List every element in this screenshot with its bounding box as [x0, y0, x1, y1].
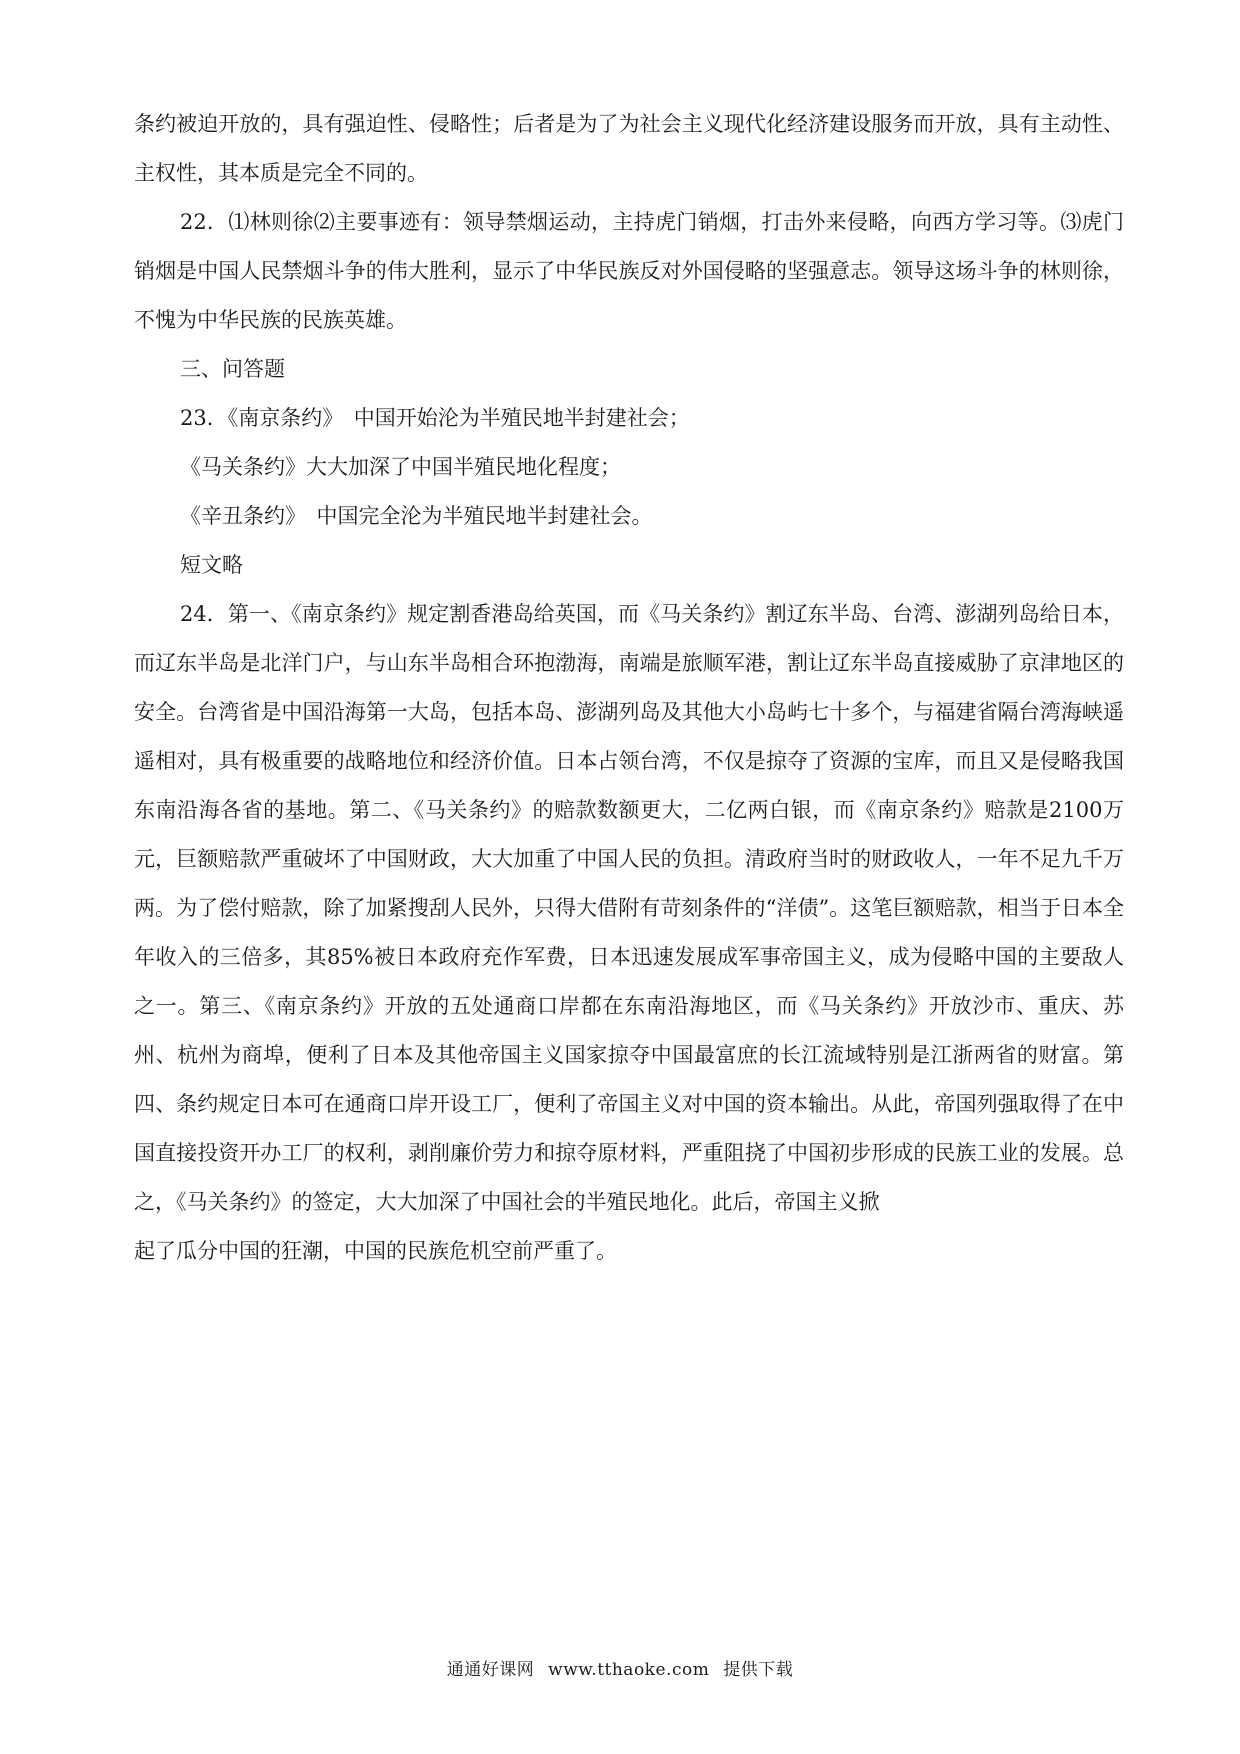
footer-url[interactable]: www.tthaoke.com — [548, 1660, 710, 1680]
page-footer — [0, 1655, 1240, 1680]
document-body — [134, 100, 1124, 1276]
answer-23-line-2: 《马关条约》大大加深了中国半殖民地化程度； — [180, 455, 621, 479]
answer-22: 22．⑴林则徐⑵主要事迹有：领导禁烟运动，主持虎门销烟，打击外来侵略，向西方学习等。⑶虎门销烟是中国人民禁烟斗争的伟大胜利，显示了中华民族反对外国侵略的坚强意志。领导这场斗争的林则徐，不愧为中华民族的民族英雄。 — [134, 210, 1124, 332]
footer-site-name: 通通好课网 — [446, 1660, 535, 1680]
short-essay-note: 短文略 — [180, 553, 243, 577]
footer-suffix: 提供下载 — [723, 1660, 794, 1680]
paragraph-treaty-comparison-end: 条约被迫开放的，具有强迫性、侵略性；后者是为了为社会主义现代化经济建设服务而开放，具有主动性、主权性，其本质是完全不同的。 — [134, 112, 1124, 185]
section-heading: 三、问答题 — [180, 357, 285, 381]
answer-24: 24．第一、《南京条约》规定割香港岛给英国，而《马关条约》割辽东半岛、台湾、澎湖列岛给日本，而辽东半岛是北洋门户，与山东半岛相合环抱渤海，南端是旅顺军港，割让辽东半岛直接威胁了京津地区的安全。台湾省是中国沿海第一大岛，包括本岛、澎湖列岛及其他大小岛屿七十多个，与福建省隔台湾海峡遥遥相对，具有极重要的战略地位和经济价值。日本占领台湾，不仅是掠夺了资源的宝库，而且又是侵略我国东南沿海各省的基地。第二、《马关条约》的赔款数额更大，二亿两白银，而《南京条约》赔款是2100万元，巨额赔款严重破坏了中国财政，大大加重了中国人民的负担。清政府当时的财政收人，一年不足九千万两。为了偿付赔款，除了加紧搜刮人民外，只得大借附有苛刻条件的“洋债”。这笔巨额赔款，相当于日本全年收入的三倍多，其85%被日本政府充作军费，日本迅速发展成军事帝国主义，成为侵略中国的主要敌人之一。第三、《南京条约》开放的五处通商口岸都在东南沿海地区，而《马关条约》开放沙市、重庆、苏州、杭州为商埠，便利了日本及其他帝国主义国家掠夺中国最富庶的长江流域特别是江浙两省的财富。第四、条约规定日本可在通商口岸开设工厂，便利了帝国主义对中国的资本输出。从此，帝国列强取得了在中国直接投资开办工厂的权利，剥削廉价劳力和掠夺原材料，严重阻挠了中国初步形成的民族工业的发展。总之，《马关条约》的签定，大大加深了中国社会的半殖民地化。此后，帝国主义掀 — [134, 602, 1124, 1214]
answer-24-tail: 起了瓜分中国的狂潮，中国的民族危机空前严重了。 — [134, 1239, 617, 1263]
answer-23-line-3: 《辛丑条约》 中国完全沦为半殖民地半封建社会。 — [180, 504, 653, 528]
answer-23-line-1: 23．《南京条约》 中国开始沦为半殖民地半封建社会； — [180, 406, 690, 430]
